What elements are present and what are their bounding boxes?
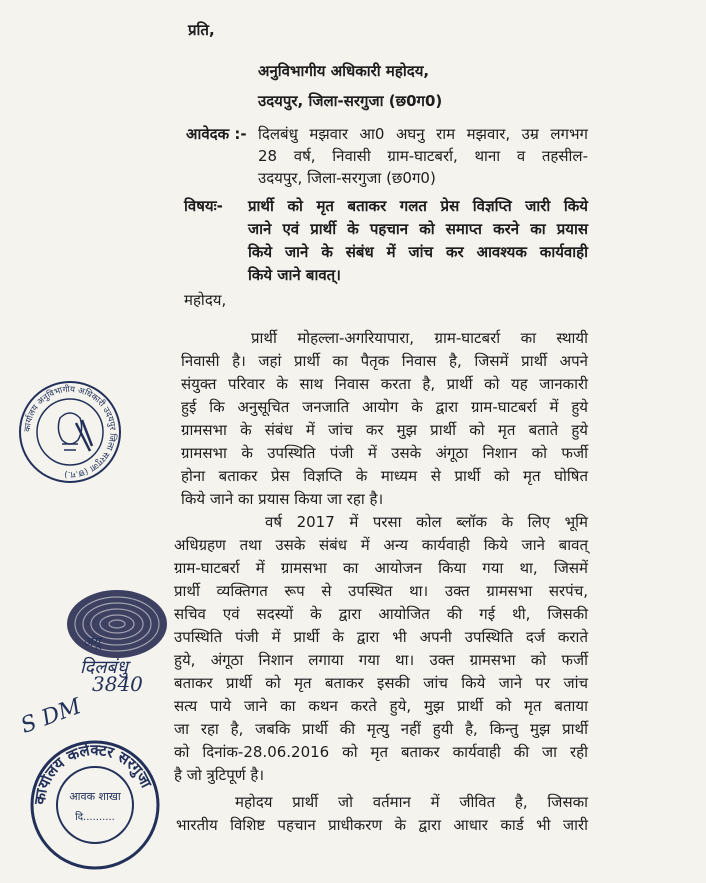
subject-label: विषयः- [184,197,223,215]
para2-line-2: अधिग्रहण तथा उसके संबंध में अन्य कार्यवाही किये जाने बावत् [174,536,588,554]
signature-handwriting: दिलबंधु [80,657,128,678]
thumb-label-handwriting: अंगू [83,635,101,650]
sdo-round-seal [16,378,124,486]
sdm-number: 3840 [92,672,143,696]
recipient-line-2: उदयपुर, जिला-सरगुजा (छ0ग0) [258,92,443,110]
para3-line-2: भारतीय विशिष्ट पहचान प्राधीकरण के द्वारा आधार कार्ड भी जारी [176,816,588,834]
para1-line-1: प्रार्थी मोहल्ला-अगरियापारा, ग्राम-घाटबर्रा का स्थायी [251,329,588,347]
para2-line-4: प्रार्थी व्यक्तिगत रूप से उपस्थित था। उक्त ग्रामसभा सरपंच, [174,582,588,600]
salutation: महोदय, [184,291,227,309]
para1-line-3: संयुक्त परिवार के साथ निवास करता है, प्रार्थी को यह जानकारी [181,375,588,393]
para2-line-6: उपस्थिति पंजी में प्रार्थी के द्वारा भी अपनी उपस्थिति दर्ज कराते [174,628,588,646]
para2-line-3: ग्राम-घाटबर्रा में ग्रामसभा का आयोजन किया गया था, जिसमें [174,559,588,577]
para3-line-1: महोदय प्रार्थी जो वर्तमान में जीवित है, जिसका [235,793,588,811]
para2-line-10: जा रहा है, जबकि प्रार्थी की मृत्यु नहीं हुयी है, किन्तु मुझ प्रार्थी [174,720,588,738]
para1-line-5: ग्रामसभा के संबंध में जांच कर मुझ प्रार्थी को मृत बताते हुये [181,421,588,439]
para1-line-6: ग्रामसभा के उपस्थिति पंजी में उसके अंगूठा निशान को फर्जी [181,444,588,462]
subject-line-3: किये जाने के संबंध में जांच कर आवश्यक कार्यवाही [248,243,588,261]
subject-line-2: जाने एवं प्रार्थी के पहचान को समाप्त करने का प्रयास [248,220,588,238]
applicant-line-3: उदयपुर, जिला-सरगुजा (छ0ग0) [258,169,436,187]
sdm-note: S DM [17,694,85,739]
applicant-line-1: दिलबंधु मझवार आ0 अघनु राम मझवार, उम्र लगभग [258,125,588,143]
collector-round-seal [28,738,162,872]
collector-seal-date: दि.......... [75,812,115,823]
subject-line-4: किये जाने बावत्। [248,266,341,284]
applicant-label: आवेदक :- [186,125,247,143]
subject-line-1: प्रार्थी को मृत बताकर गलत प्रेस विज्ञप्ति जारी किये [248,197,588,215]
para1-line-4: हुई कि अनुसूचित जनजाति आयोग के द्वारा ग्राम-घाटबर्रा में हुये [181,398,588,416]
para2-line-11: को दिनांक-28.06.2016 को मृत बताकर कार्यवाही की जा रही [174,743,588,761]
collector-seal-inner-label: आवक शाखा [69,790,121,803]
para2-line-1: वर्ष 2017 में परसा कोल ब्लॉक के लिए भूमि [265,513,588,531]
recipient-line-1: अनुविभागीय अधिकारी महोदय, [258,62,430,80]
thumbprint-impression [64,586,170,662]
applicant-line-2: 28 वर्ष, निवासी ग्राम-घाटबर्रा, थाना व तहसील- [258,147,588,165]
para2-line-5: सचिव एवं सदस्यों के द्वारा आयोजित की गई थी, जिसकी [174,605,588,623]
para2-line-8: बताकर प्रार्थी को मृत बताकर इसकी जांच किये जाने पर जांच [174,674,588,692]
sdo-seal-text: कार्यालय अनुविभागीय अधिकारी उदयपुर जिला सरगुजा (छ.ग.) [22,384,118,480]
collector-seal-text: कार्यालय कलेक्टर सरगुजा [30,740,156,806]
para2-line-7: हुये, अंगूठा निशान लगाया गया था। उक्त ग्रामसभा को फर्जी [174,651,588,669]
para1-line-8: किये जाने का प्रयास किया जा रहा है। [181,490,384,508]
para1-line-7: होना बताकर प्रेस विज्ञप्ति के माध्यम से प्रार्थी को मृत घोषित [181,467,588,485]
prati-heading: प्रति, [188,21,215,39]
para2-line-9: सत्य पाये जाने का कथन करते हुये, मुझ प्रार्थी को मृत बताया [174,697,588,715]
para2-line-12: है जो त्रुटिपूर्ण है। [174,766,265,784]
para1-line-2: निवासी है। जहां प्रार्थी का पैतृक निवास है, जिसमें प्रार्थी अपने [181,352,588,370]
